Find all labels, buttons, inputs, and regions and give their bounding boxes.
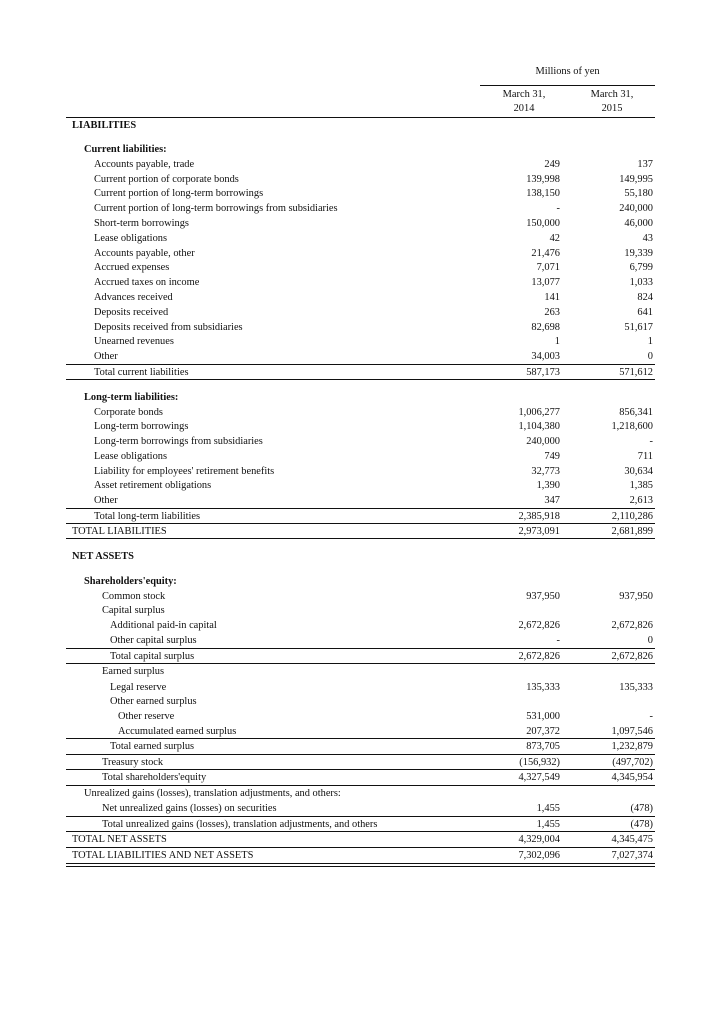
double-underline-bottom (66, 866, 655, 867)
value-2015: 0 (647, 351, 653, 362)
row-label: Asset retirement obligations (94, 480, 212, 491)
table-row (66, 449, 655, 464)
col-header-2014-line2: 2014 (513, 103, 535, 114)
unit-underline (480, 85, 655, 86)
value-2014: 1,455 (536, 803, 560, 814)
value-2014: 587,173 (526, 367, 560, 378)
col-header-2015-line2: 2015 (601, 103, 623, 114)
value-2015: 137 (637, 159, 653, 170)
section-label: Current liabilities: (84, 144, 167, 155)
table-row (66, 434, 655, 449)
row-label: Total unrealized gains (losses), translation adjustments, and others (102, 819, 378, 830)
row-label: Earned surplus (102, 666, 165, 677)
value-2014: 2,672,826 (518, 620, 560, 631)
table-row (66, 246, 655, 261)
table-row (66, 755, 655, 770)
total-row (66, 524, 655, 539)
row-divider (66, 538, 655, 539)
value-2015: 2,672,826 (611, 651, 653, 662)
row-label: Accrued taxes on income (94, 277, 200, 288)
row-label: Legal reserve (110, 682, 167, 693)
value-2015: 149,995 (619, 174, 653, 185)
table-row (66, 493, 655, 508)
value-2015: 4,345,475 (611, 834, 653, 845)
table-row (66, 680, 655, 695)
row-label: Other (94, 351, 118, 362)
row-label: Accrued expenses (94, 262, 170, 273)
row-label: Additional paid-in capital (110, 620, 217, 631)
value-2014: 263 (544, 307, 560, 318)
value-2015: 711 (637, 451, 653, 462)
table-row (66, 694, 655, 709)
value-2015: 4,345,954 (611, 772, 653, 783)
value-2015: 55,180 (624, 188, 653, 199)
value-2014: 2,973,091 (518, 526, 560, 537)
table-row (66, 618, 655, 633)
value-2014: 42 (549, 233, 560, 244)
section-long-term-liabilities (66, 390, 655, 405)
value-2014: 34,003 (531, 351, 560, 362)
row-label: Deposits received (94, 307, 169, 318)
row-label: Accumulated earned surplus (118, 726, 237, 737)
table-row (66, 290, 655, 305)
row-label: Other capital surplus (110, 635, 197, 646)
value-2014: 32,773 (531, 466, 560, 477)
value-2014: 207,372 (526, 726, 560, 737)
row-label: Unearned revenues (94, 336, 174, 347)
value-2015: 240,000 (619, 203, 653, 214)
section-liabilities (66, 118, 655, 133)
row-label: Lease obligations (94, 451, 168, 462)
table-row (66, 305, 655, 320)
total-row (66, 365, 655, 380)
section-net-assets (66, 549, 655, 564)
row-divider (66, 379, 655, 380)
value-2014: 240,000 (526, 436, 560, 447)
section-label: LIABILITIES (72, 120, 137, 131)
value-2014: 7,302,096 (518, 850, 560, 861)
value-2014: 937,950 (526, 591, 560, 602)
value-2014: 4,329,004 (518, 834, 560, 845)
row-label: TOTAL LIABILITIES (72, 526, 167, 537)
value-2015: 2,672,826 (611, 620, 653, 631)
row-label: Accounts payable, trade (94, 159, 195, 170)
total-row (66, 770, 655, 785)
row-label: Corporate bonds (94, 407, 163, 418)
value-2015: 46,000 (624, 218, 653, 229)
row-label: Total current liabilities (94, 367, 189, 378)
value-2015: 0 (647, 635, 653, 646)
value-2015: 43 (642, 233, 653, 244)
row-label: Capital surplus (102, 605, 165, 616)
value-2014: 150,000 (526, 218, 560, 229)
table-row (66, 186, 655, 201)
value-2015: - (649, 436, 653, 447)
value-2014: 138,150 (526, 188, 560, 199)
table-row (66, 275, 655, 290)
table-row (66, 664, 655, 679)
section-label: Long-term liabilities: (84, 392, 179, 403)
section-current-liabilities (66, 142, 655, 157)
row-label: Long-term borrowings from subsidiaries (94, 436, 263, 447)
table-row (66, 334, 655, 349)
table-row (66, 633, 655, 648)
value-2014: - (556, 203, 560, 214)
value-2015: 2,110,286 (611, 511, 653, 522)
row-label: Other earned surplus (110, 696, 197, 707)
table-row (66, 231, 655, 246)
row-label: TOTAL NET ASSETS (72, 834, 167, 845)
row-label: Total long-term liabilities (94, 511, 201, 522)
col-header-2015-line1: March 31, (590, 89, 634, 100)
value-2014: 2,672,826 (518, 651, 560, 662)
table-row (66, 320, 655, 335)
total-row (66, 817, 655, 832)
value-2015: 1,385 (629, 480, 653, 491)
value-2015: 824 (637, 292, 653, 303)
value-2015: (497,702) (612, 757, 653, 768)
value-2015: - (649, 711, 653, 722)
unit-header: Millions of yen (535, 66, 600, 77)
value-2014: (156,932) (519, 757, 560, 768)
row-label: TOTAL LIABILITIES AND NET ASSETS (72, 850, 254, 861)
value-2014: 141 (544, 292, 560, 303)
value-2015: 1,097,546 (611, 726, 653, 737)
section-label: Shareholders'equity: (84, 576, 177, 587)
value-2015: 937,950 (619, 591, 653, 602)
total-row (66, 832, 655, 847)
value-2014: 347 (544, 495, 560, 506)
value-2014: 7,071 (536, 262, 560, 273)
value-2014: 4,327,549 (518, 772, 560, 783)
value-2014: 1 (554, 336, 560, 347)
row-label: Common stock (102, 591, 166, 602)
value-2015: 51,617 (624, 322, 653, 333)
total-row (66, 649, 655, 664)
row-label: Other reserve (118, 711, 175, 722)
double-underline-top (66, 863, 655, 864)
row-label: Total capital surplus (110, 651, 195, 662)
value-2014: 139,998 (526, 174, 560, 185)
value-2015: 856,341 (619, 407, 653, 418)
row-label: Total shareholders'equity (102, 772, 207, 783)
value-2015: 19,339 (624, 248, 653, 259)
table-row (66, 405, 655, 420)
table-row (66, 786, 655, 801)
table-row (66, 260, 655, 275)
value-2015: 135,333 (619, 682, 653, 693)
section-shareholders-equity (66, 574, 655, 589)
value-2015: (478) (630, 819, 653, 830)
row-label: Short-term borrowings (94, 218, 189, 229)
value-2015: 2,681,899 (611, 526, 653, 537)
value-2014: - (556, 635, 560, 646)
row-label: Liability for employees' retirement benefits (94, 466, 275, 477)
value-2014: 2,385,918 (518, 511, 560, 522)
value-2015: 30,634 (624, 466, 653, 477)
col-header-2014-line1: March 31, (502, 89, 546, 100)
grand-total-row (66, 848, 655, 863)
table-row (66, 349, 655, 364)
total-row (66, 509, 655, 524)
value-2014: 249 (544, 159, 560, 170)
table-row (66, 419, 655, 434)
row-label: Current portion of long-term borrowings (94, 188, 264, 199)
value-2014: 21,476 (531, 248, 560, 259)
value-2014: 135,333 (526, 682, 560, 693)
row-label: Net unrealized gains (losses) on securities (102, 803, 277, 814)
value-2015: (478) (630, 803, 653, 814)
value-2014: 1,455 (536, 819, 560, 830)
row-label: Current portion of long-term borrowings from subsidiaries (94, 203, 338, 214)
row-label: Long-term borrowings (94, 421, 189, 432)
value-2015: 2,613 (629, 495, 653, 506)
row-label: Lease obligations (94, 233, 168, 244)
table-row (66, 603, 655, 618)
row-label: Deposits received from subsidiaries (94, 322, 243, 333)
row-label: Accounts payable, other (94, 248, 195, 259)
table-row (66, 216, 655, 231)
row-label: Unrealized gains (losses), translation adjustments, and others: (84, 788, 341, 799)
value-2014: 749 (544, 451, 560, 462)
row-label: Total earned surplus (110, 741, 195, 752)
table-row (66, 157, 655, 172)
value-2015: 6,799 (629, 262, 653, 273)
section-label: NET ASSETS (72, 551, 134, 562)
value-2015: 571,612 (619, 367, 653, 378)
value-2015: 7,027,374 (611, 850, 653, 861)
value-2014: 13,077 (531, 277, 560, 288)
value-2015: 641 (637, 307, 653, 318)
row-label: Advances received (94, 292, 173, 303)
value-2014: 873,705 (526, 741, 560, 752)
value-2015: 1,232,879 (611, 741, 653, 752)
row-label: Current portion of corporate bonds (94, 174, 239, 185)
value-2014: 1,390 (536, 480, 560, 491)
table-row (66, 201, 655, 216)
value-2015: 1,218,600 (611, 421, 653, 432)
value-2015: 1,033 (629, 277, 653, 288)
value-2014: 82,698 (531, 322, 560, 333)
row-label: Other (94, 495, 118, 506)
value-2015: 1 (647, 336, 653, 347)
value-2014: 1,006,277 (518, 407, 560, 418)
table-row (66, 478, 655, 493)
value-2014: 531,000 (526, 711, 560, 722)
table-row (66, 724, 655, 739)
row-label: Treasury stock (102, 757, 164, 768)
table-row (66, 589, 655, 604)
value-2014: 1,104,380 (518, 421, 560, 432)
table-row (66, 172, 655, 187)
table-row (66, 709, 655, 724)
total-row (66, 739, 655, 754)
table-row (66, 801, 655, 816)
table-row (66, 464, 655, 479)
